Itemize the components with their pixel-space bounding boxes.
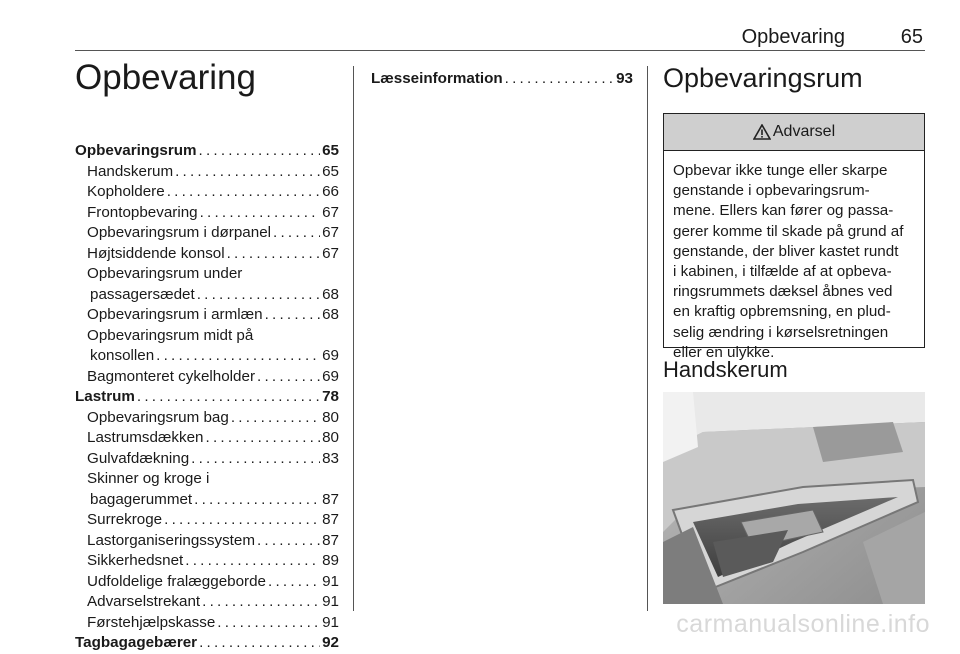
- toc-dot-leader: [194, 490, 320, 511]
- toc-page-number: 69: [322, 347, 339, 364]
- chapter-title: Opbevaring: [75, 58, 256, 97]
- glovebox-illustration: [663, 392, 925, 604]
- toc-entry-title: Lastrum: [75, 388, 135, 405]
- toc-entry: [75, 141, 339, 162]
- toc-dot-leader: [257, 367, 320, 388]
- toc-entry-title: Sikkerhedsnet: [87, 552, 184, 569]
- column-divider-1: [353, 66, 354, 611]
- toc-entry-title: Frontopbevaring: [87, 203, 198, 221]
- toc-dot-leader: [227, 244, 320, 265]
- toc-entry-title: Skinner og kroge i: [87, 470, 210, 487]
- toc-entry: [75, 367, 339, 388]
- toc-entry-title: Udfoldelige fralæggeborde: [87, 572, 266, 590]
- toc-entry-title: Advarselstrekant: [87, 593, 201, 610]
- toc-dot-leader: [265, 305, 321, 326]
- toc-entry-title: Højtsiddende konsol: [87, 244, 225, 262]
- toc-entry: [75, 326, 339, 347]
- toc-page-number: 83: [322, 449, 339, 467]
- toc-entry: [75, 449, 339, 470]
- section-title: Opbevaringsrum: [663, 63, 863, 93]
- toc-page-number: 87: [322, 531, 339, 549]
- warning-line: mene. Ellers kan fører og passa-: [673, 202, 894, 220]
- toc-entry-title: konsollen: [90, 347, 155, 364]
- toc-dot-leader: [197, 285, 320, 306]
- toc-entry-title: Lastorganiseringssystem: [87, 531, 255, 549]
- toc-entry-title: Gulvafdækning: [87, 449, 190, 467]
- warning-line: ringsrummets dæksel åbnes ved: [673, 283, 893, 301]
- toc-page-number: 68: [322, 285, 339, 303]
- toc-entry-title: Bagmonteret cykelholder: [87, 367, 255, 385]
- toc-entry: [75, 408, 339, 429]
- toc-dot-leader: [505, 69, 614, 90]
- toc-dot-leader: [231, 408, 320, 429]
- toc-dot-leader: [164, 510, 320, 531]
- warning-line: gerer komme til skade på grund af: [673, 222, 904, 240]
- toc-page-number: 80: [322, 429, 339, 446]
- toc-page-number: 69: [322, 367, 339, 385]
- header-rule: [75, 50, 925, 51]
- toc-entry: [75, 428, 339, 449]
- toc-entry-title: Lastrumsdækken: [87, 429, 204, 446]
- warning-line: Opbevar ikke tunge eller skarpe: [673, 162, 888, 179]
- toc-entry-title: Førstehjælpskasse: [87, 613, 216, 631]
- toc-page-number: 91: [322, 613, 339, 631]
- toc-dot-leader: [199, 141, 321, 162]
- header-page-number: 65: [900, 26, 923, 48]
- toc-dot-leader: [273, 223, 320, 244]
- watermark-text: carmanualsonline.info: [676, 610, 930, 638]
- warning-text: [664, 151, 924, 363]
- toc-entry: [75, 285, 339, 306]
- warning-header: [664, 114, 924, 151]
- toc-entry-title: passagersædet: [90, 285, 195, 303]
- toc-entry: [75, 387, 339, 408]
- toc-entry: [75, 531, 339, 552]
- toc-entry-title: Læsseinformation: [371, 70, 503, 87]
- toc-dot-leader: [191, 449, 320, 470]
- toc-dot-leader: [268, 572, 320, 593]
- warning-box: [663, 113, 925, 361]
- column-divider-2: [647, 66, 648, 611]
- toc-entry-title: Opbevaringsrum: [75, 142, 197, 159]
- toc-page-number: 92: [322, 634, 339, 651]
- warning-triangle-icon: [753, 124, 771, 140]
- toc-page-number: 87: [322, 490, 339, 508]
- toc-entry-title: Kopholdere: [87, 183, 165, 200]
- toc-page-number: 67: [322, 203, 339, 221]
- table-of-contents: [75, 141, 339, 654]
- toc-entry-title: Handskerum: [87, 162, 174, 180]
- toc-page-number: 65: [322, 142, 339, 159]
- warning-label: Advarsel: [772, 123, 836, 140]
- warning-line: selig ændring i kørselsretningen: [673, 323, 889, 341]
- toc-entry: [75, 264, 339, 285]
- warning-line: i kabinen, i tilfælde af at opbeva-: [673, 263, 892, 281]
- toc-entry: [75, 346, 339, 367]
- toc-entry: [75, 510, 339, 531]
- watermark: [0, 606, 960, 642]
- toc-entry-title: Opbevaringsrum i dørpanel: [87, 224, 272, 241]
- warning-line: genstande, der bliver kastet rundt: [673, 242, 899, 260]
- toc-page-number: 91: [322, 593, 339, 610]
- toc-entry: [371, 69, 633, 90]
- toc-entry: [75, 223, 339, 244]
- header-title: Opbevaring: [741, 26, 845, 48]
- toc-entry-title: Opbevaringsrum i armlæn: [87, 306, 263, 323]
- toc-entry-title: Opbevaringsrum under: [87, 265, 243, 282]
- toc-page-number: 68: [322, 306, 339, 323]
- toc-dot-leader: [156, 346, 320, 367]
- toc-page-number: 67: [322, 244, 339, 262]
- page-header: [75, 26, 923, 50]
- toc-entry-title: Opbevaringsrum bag: [87, 408, 229, 426]
- toc-page-number: 89: [322, 552, 339, 569]
- toc-entry: [75, 162, 339, 183]
- toc-entry-title: Surrekroge: [87, 511, 163, 528]
- toc-page-number: 80: [322, 408, 339, 426]
- subsection-title: Handskerum: [663, 357, 788, 382]
- toc-entry: [75, 305, 339, 326]
- toc-entry: [75, 490, 339, 511]
- toc-entry: [75, 551, 339, 572]
- toc-entry-title: bagagerummet: [90, 490, 193, 508]
- toc-dot-leader: [200, 203, 320, 224]
- toc-dot-leader: [185, 551, 320, 572]
- toc-entry-title: Opbevaringsrum midt på: [87, 326, 254, 344]
- table-of-contents-continued: [371, 69, 633, 90]
- toc-entry: [75, 203, 339, 224]
- toc-page-number: 78: [322, 388, 339, 405]
- toc-entry: [75, 182, 339, 203]
- toc-page-number: 65: [322, 162, 339, 180]
- toc-dot-leader: [167, 182, 320, 203]
- toc-dot-leader: [137, 387, 320, 408]
- toc-dot-leader: [257, 531, 320, 552]
- warning-line: eller en ulykke.: [673, 343, 775, 361]
- toc-dot-leader: [206, 428, 321, 449]
- toc-entry: [75, 244, 339, 265]
- toc-page-number: 93: [616, 70, 633, 87]
- glovebox-photo: [663, 392, 925, 604]
- toc-dot-leader: [175, 162, 320, 183]
- warning-line: en kraftig opbremsning, en plud-: [673, 303, 891, 321]
- toc-page-number: 67: [322, 224, 339, 241]
- toc-entry-title: Tagbagagebærer: [75, 634, 198, 651]
- warning-line: genstande i opbevaringsrum-: [673, 182, 870, 200]
- toc-page-number: 66: [322, 183, 339, 200]
- toc-page-number: 91: [322, 572, 339, 590]
- toc-entry: [75, 572, 339, 593]
- toc-page-number: 87: [322, 511, 339, 528]
- toc-entry: [75, 469, 339, 490]
